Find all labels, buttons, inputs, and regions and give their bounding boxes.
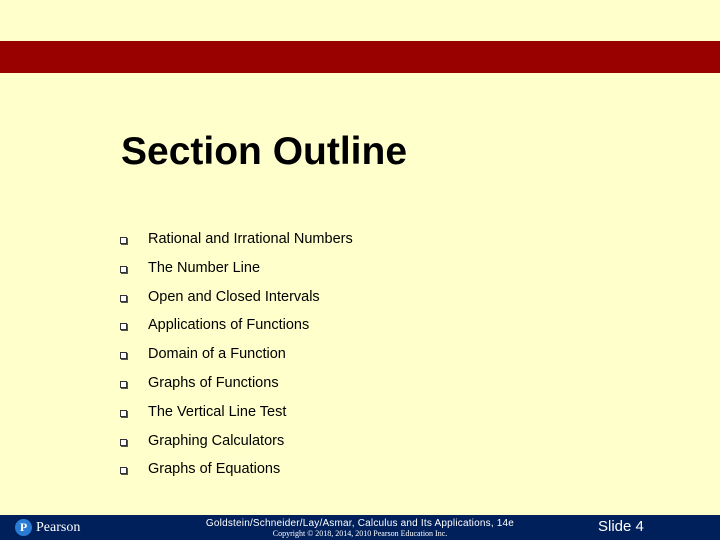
pearson-logo xyxy=(15,519,80,536)
pearson-logo-text: Pearson xyxy=(36,519,81,535)
book-citation: Goldstein/Schneider/Lay/Asmar, Calculus and Its Applications, 14e xyxy=(205,518,515,529)
slide-title: Section Outline xyxy=(121,130,408,173)
footer-citation-block xyxy=(190,518,530,539)
pearson-logo-icon: P xyxy=(15,519,32,536)
square-bullet-icon xyxy=(120,323,127,330)
square-bullet-icon xyxy=(120,467,127,474)
square-bullet-icon xyxy=(120,410,127,417)
square-bullet-icon xyxy=(120,237,127,244)
slide-number: Slide 4 xyxy=(598,518,644,535)
footer-bar xyxy=(0,515,720,540)
square-bullet-icon xyxy=(120,439,127,446)
list-item-text: Rational and Irrational Numbers xyxy=(148,231,353,247)
list-item-text: Applications of Functions xyxy=(148,317,310,334)
list-item-text: Domain of a Function xyxy=(148,346,286,363)
square-bullet-icon xyxy=(120,352,127,359)
list-item-text: Graphs of Equations xyxy=(148,461,281,478)
square-bullet-icon xyxy=(120,381,127,388)
top-accent-bar xyxy=(0,41,720,73)
square-bullet-icon xyxy=(120,266,127,273)
square-bullet-icon xyxy=(120,295,127,302)
list-item-text: The Vertical Line Test xyxy=(148,403,287,420)
list-item-text: Graphs of Functions xyxy=(148,374,279,391)
list-item-text: Open and Closed Intervals xyxy=(148,288,320,305)
list-item-text: Graphing Calculators xyxy=(148,432,285,449)
list-item-text: The Number Line xyxy=(148,259,261,276)
copyright-notice: Copyright © 2018, 2014, 2010 Pearson Education Inc. xyxy=(272,529,448,538)
